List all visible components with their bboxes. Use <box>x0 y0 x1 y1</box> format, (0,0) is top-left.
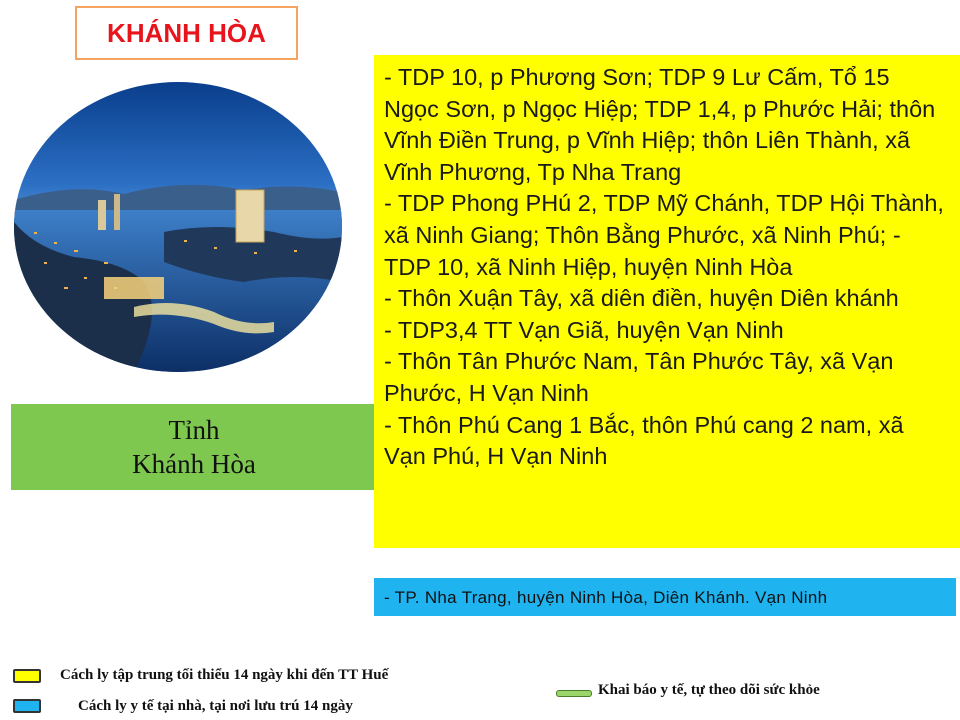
legend-yellow-swatch <box>13 669 41 683</box>
city-photo <box>14 82 342 372</box>
area-entry: - Thôn Tân Phước Nam, Tân Phước Tây, xã Vạn Phước, H Vạn Ninh <box>384 348 894 406</box>
home-quarantine-area: - TP. Nha Trang, huyện Ninh Hòa, Diên Khánh. Vạn Ninh <box>374 578 956 616</box>
area-entry: - TDP 10, p Phương Sơn; TDP 9 Lư Cấm, Tổ 15 Ngọc Sơn, p Ngọc Hiệp; TDP 1,4, p Phước Hải; thôn Vĩnh Điền Trung, p Vĩnh Hiệp; thôn Liên Thành, xã Vĩnh Phương, Tp Nha Trang <box>384 64 936 185</box>
legend-green-swatch <box>556 690 592 697</box>
legend-blue-text: Cách ly y tế tại nhà, tại nơi lưu trú 14 ngày <box>78 698 353 714</box>
area-entry: - Thôn Phú Cang 1 Bắc, thôn Phú cang 2 nam, xã Vạn Phú, H Vạn Ninh <box>384 411 904 470</box>
page-title: KHÁNH HÒA <box>75 6 298 60</box>
legend-green-text: Khai báo y tế, tự theo dõi sức khỏe <box>598 682 820 698</box>
area-entry: - Thôn Xuận Tây, xã diên điền, huyện Diên khánh <box>384 285 899 312</box>
province-line-1: Tỉnh <box>168 415 220 445</box>
province-label-box <box>11 404 377 490</box>
area-entry: - TDP Phong PHú 2, TDP Mỹ Chánh, TDP Hội Thành, xã Ninh Giang; Thôn Bằng Phước, xã Ninh Phú; - TDP 10, xã Ninh Hiệp, huyện Ninh Hòa <box>384 190 944 280</box>
legend-blue-swatch <box>13 699 41 713</box>
legend-yellow-text: Cách ly tập trung tối thiểu 14 ngày khi đến TT Huế <box>60 667 389 683</box>
province-line-2: Khánh Hòa <box>132 449 256 479</box>
concentrated-quarantine-area-list <box>374 55 960 548</box>
area-entry: - TDP3,4 TT Vạn Giã, huyện Vạn Ninh <box>384 316 784 343</box>
